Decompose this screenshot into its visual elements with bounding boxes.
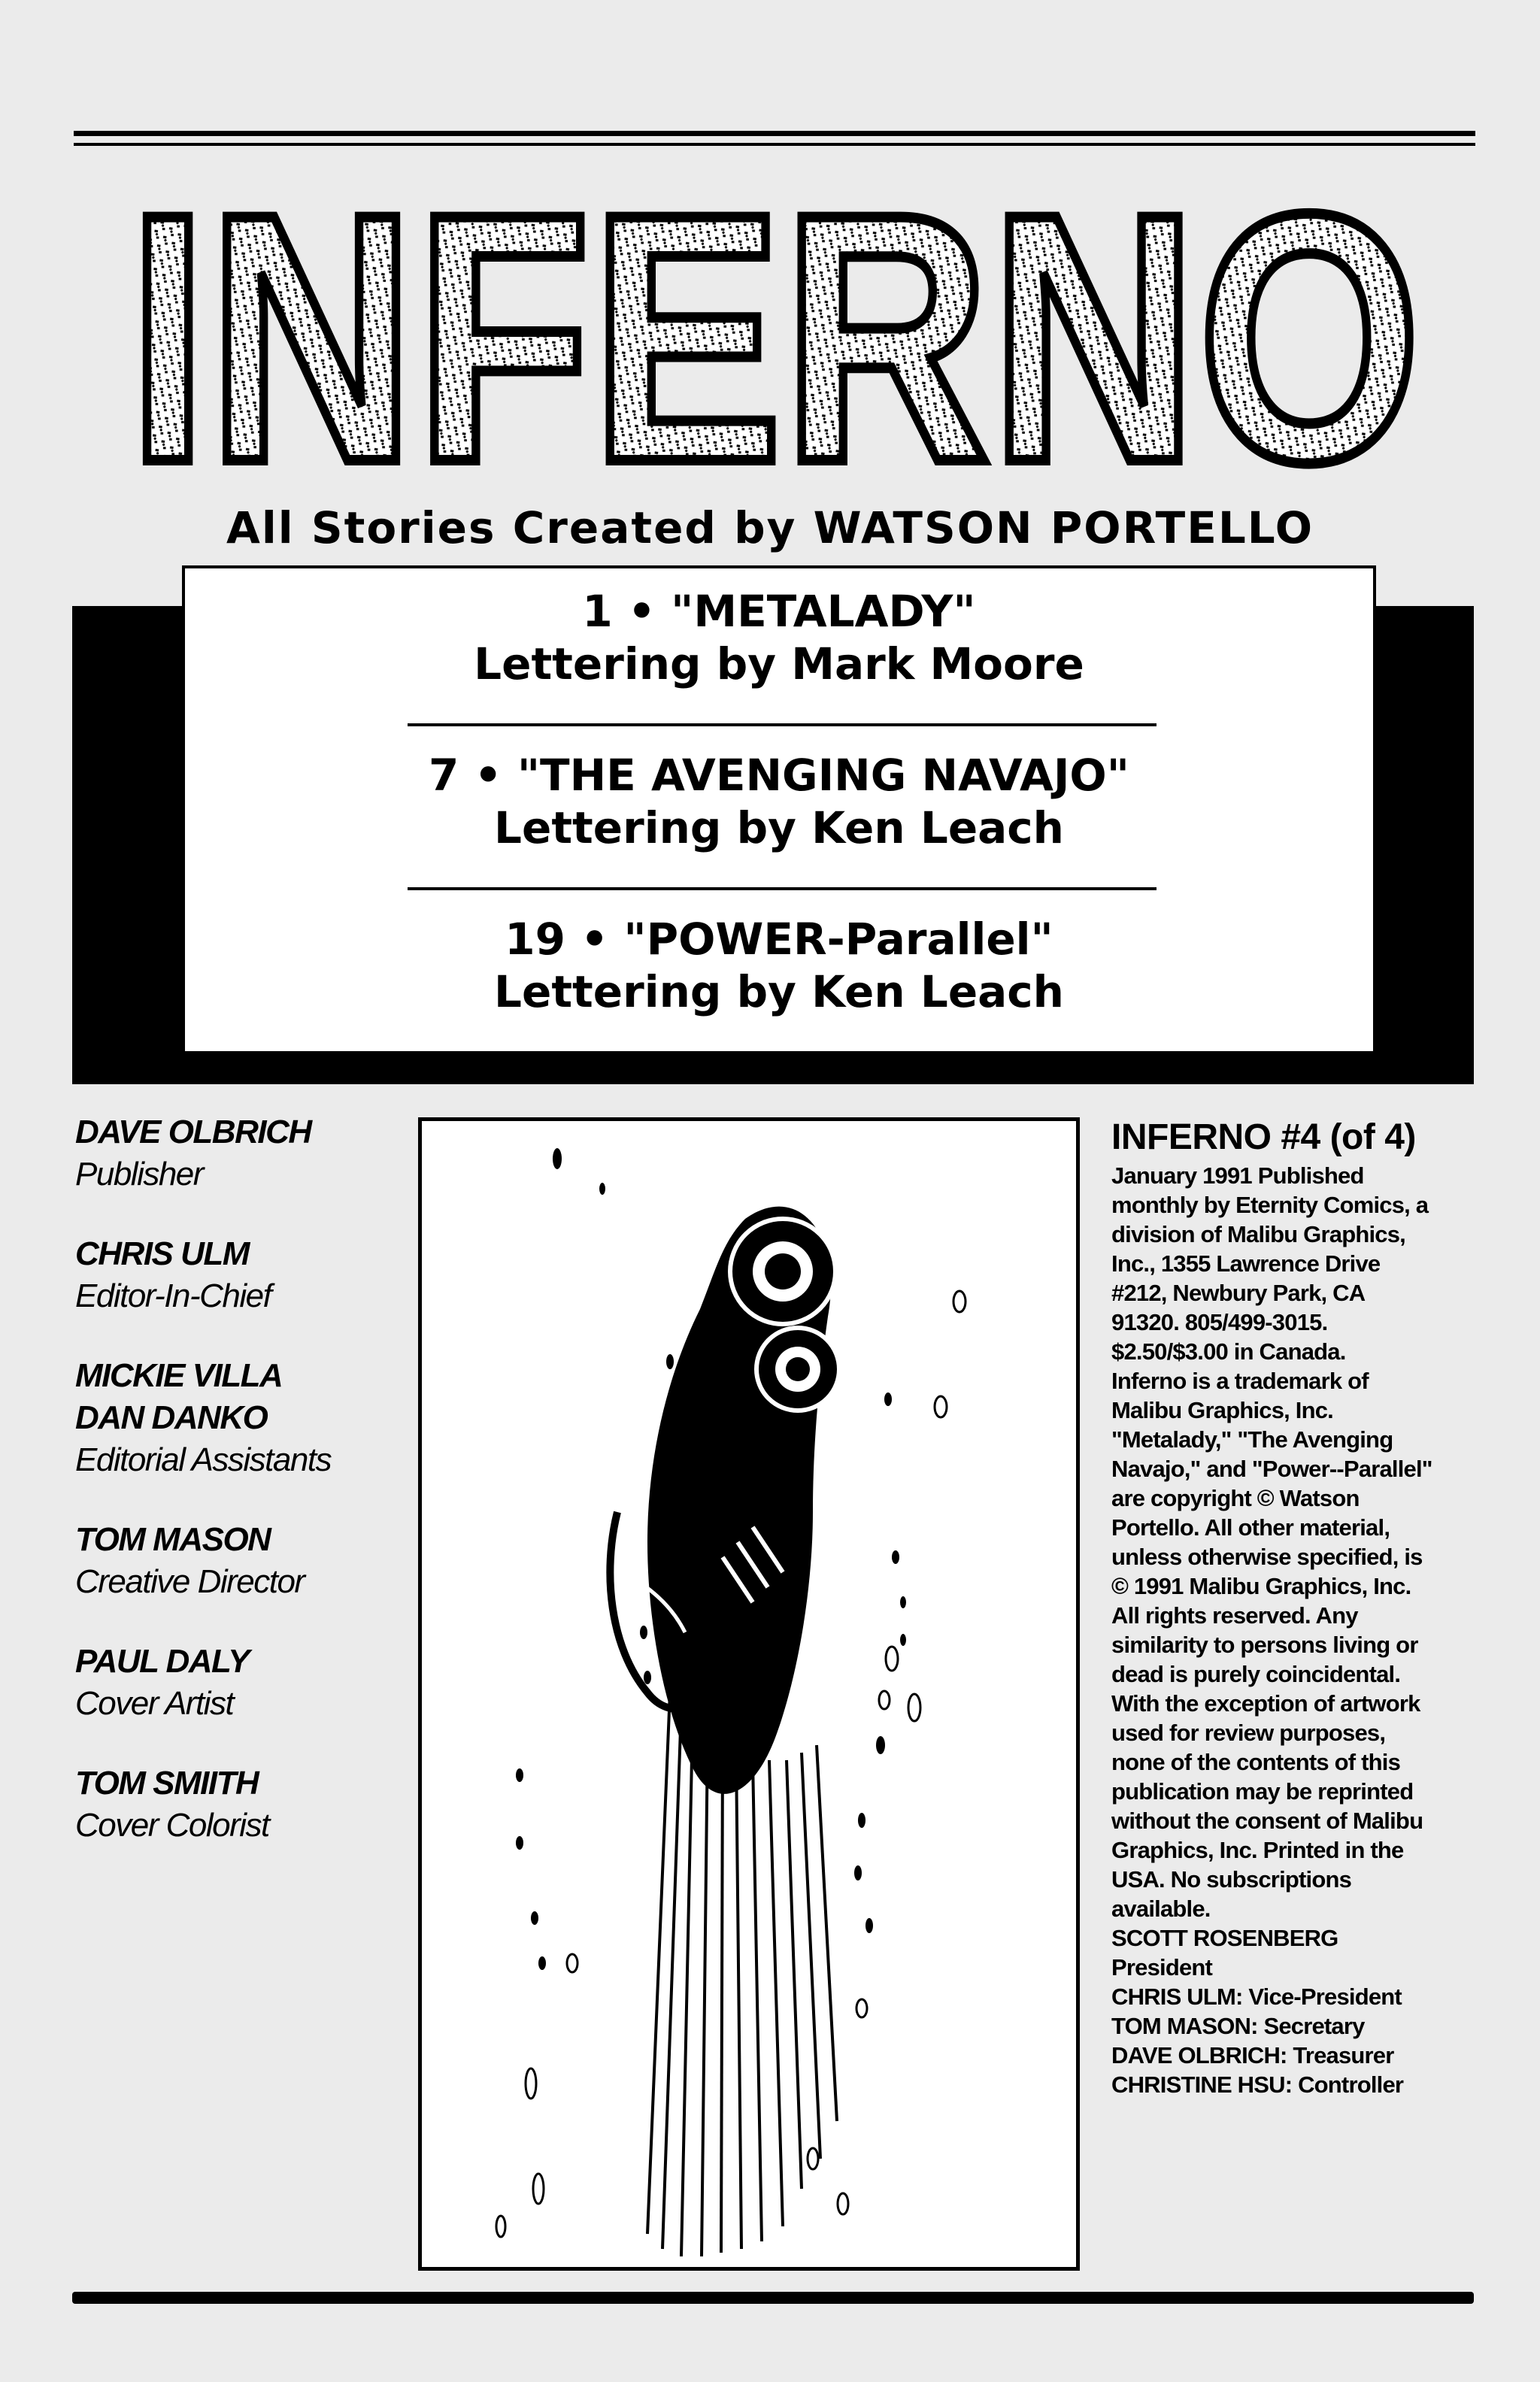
indicia-line: unless otherwise specified, is <box>1111 1544 1423 1570</box>
story-title: 19 • "POWER-Parallel" <box>505 914 1053 965</box>
indicia-line: "Metalady," "The Avenging <box>1111 1426 1393 1453</box>
indicia-line: used for review purposes, <box>1111 1720 1386 1746</box>
indicia-body <box>1111 1161 1465 1923</box>
officer-line: TOM MASON: Secretary <box>1111 2013 1365 2039</box>
indicia-line: #212, Newbury Park, CA <box>1111 1280 1366 1306</box>
staff-entry <box>75 1111 399 1196</box>
staff-entry <box>75 1762 399 1847</box>
staff-entry <box>75 1233 399 1317</box>
indicia-line: 91320. 805/499-3015. <box>1111 1309 1328 1335</box>
indicia-line: publication may be reprinted <box>1111 1778 1414 1805</box>
story-lettering: Lettering by Mark Moore <box>474 638 1084 689</box>
staff-name: PAUL DALY <box>75 1643 249 1680</box>
staff-name: DAVE OLBRICH <box>75 1114 311 1150</box>
indicia-line: With the exception of artwork <box>1111 1690 1420 1717</box>
staff-role: Cover Colorist <box>75 1807 269 1844</box>
staff-name: TOM MASON <box>75 1521 271 1558</box>
story-title: 1 • "METALADY" <box>582 586 976 637</box>
officer-line: CHRISTINE HSU: Controller <box>1111 2071 1404 2098</box>
indicia-line: similarity to persons living or <box>1111 1632 1418 1658</box>
indicia-line: dead is purely coincidental. <box>1111 1661 1401 1687</box>
indicia-line: Inferno is a trademark of <box>1111 1368 1369 1394</box>
indicia-line: available. <box>1111 1896 1211 1922</box>
robot-drawing <box>422 1121 1076 2267</box>
issue-heading: INFERNO #4 (of 4) <box>1111 1117 1416 1157</box>
indicia <box>1111 1116 1465 2099</box>
officer-line: SCOTT ROSENBERG <box>1111 1925 1338 1951</box>
indicia-line: monthly by Eternity Comics, a <box>1111 1192 1429 1218</box>
staff-entry <box>75 1641 399 1725</box>
inferno-logo <box>113 159 1436 495</box>
indicia-line: All rights reserved. Any <box>1111 1602 1358 1629</box>
story-divider <box>408 887 1157 890</box>
story-1 <box>185 585 1373 690</box>
indicia-line: Malibu Graphics, Inc. <box>1111 1397 1333 1423</box>
story-divider <box>408 723 1157 726</box>
indicia-line: are copyright © Watson <box>1111 1485 1360 1511</box>
staff-role: Editor-In-Chief <box>75 1277 271 1314</box>
story-title: 7 • "THE AVENGING NAVAJO" <box>429 750 1129 801</box>
staff-name: TOM SMIITH <box>75 1765 259 1802</box>
logo-text: INFERNO <box>128 159 1422 495</box>
top-rule-thin <box>74 143 1475 146</box>
staff-role: Cover Artist <box>75 1685 234 1722</box>
staff-credits <box>75 1111 399 1884</box>
story-2 <box>185 749 1373 854</box>
indicia-line: Portello. All other material, <box>1111 1514 1390 1541</box>
staff-name: CHRIS ULM <box>75 1235 249 1272</box>
indicia-line: January 1991 Published <box>1111 1162 1364 1189</box>
indicia-line: Inc., 1355 Lawrence Drive <box>1111 1250 1381 1277</box>
staff-role: Creative Director <box>75 1563 305 1600</box>
indicia-line: division of Malibu Graphics, <box>1111 1221 1405 1247</box>
story-3 <box>185 913 1373 1018</box>
indicia-line: © 1991 Malibu Graphics, Inc. <box>1111 1573 1411 1599</box>
staff-name: MICKIE VILLA <box>75 1357 283 1394</box>
indicia-line: $2.50/$3.00 in Canada. <box>1111 1338 1346 1365</box>
staff-name: DAN DANKO <box>75 1399 268 1436</box>
corporate-officers <box>1111 1923 1465 2099</box>
story-lettering: Lettering by Ken Leach <box>494 966 1064 1017</box>
flying-robot-illustration <box>418 1117 1080 2271</box>
indicia-line: USA. No subscriptions <box>1111 1866 1352 1893</box>
staff-entry <box>75 1519 399 1603</box>
indicia-line: Graphics, Inc. Printed in the <box>1111 1837 1404 1863</box>
officer-line: CHRIS ULM: Vice-President <box>1111 1983 1402 2010</box>
contents-box <box>182 565 1376 1054</box>
story-lettering: Lettering by Ken Leach <box>494 802 1064 853</box>
officer-line: DAVE OLBRICH: Treasurer <box>1111 2042 1394 2068</box>
staff-role: Publisher <box>75 1156 203 1193</box>
creator-credit: All Stories Created by WATSON PORTELLO <box>226 502 1314 553</box>
indicia-line: without the consent of Malibu <box>1111 1808 1423 1834</box>
staff-role: Editorial Assistants <box>75 1441 332 1478</box>
officer-line: President <box>1111 1954 1213 1980</box>
indicia-line: none of the contents of this <box>1111 1749 1401 1775</box>
top-rule-thick <box>74 131 1475 136</box>
indicia-line: Navajo," and "Power--Parallel" <box>1111 1456 1432 1482</box>
bottom-rule <box>72 2292 1474 2304</box>
staff-entry <box>75 1355 399 1481</box>
